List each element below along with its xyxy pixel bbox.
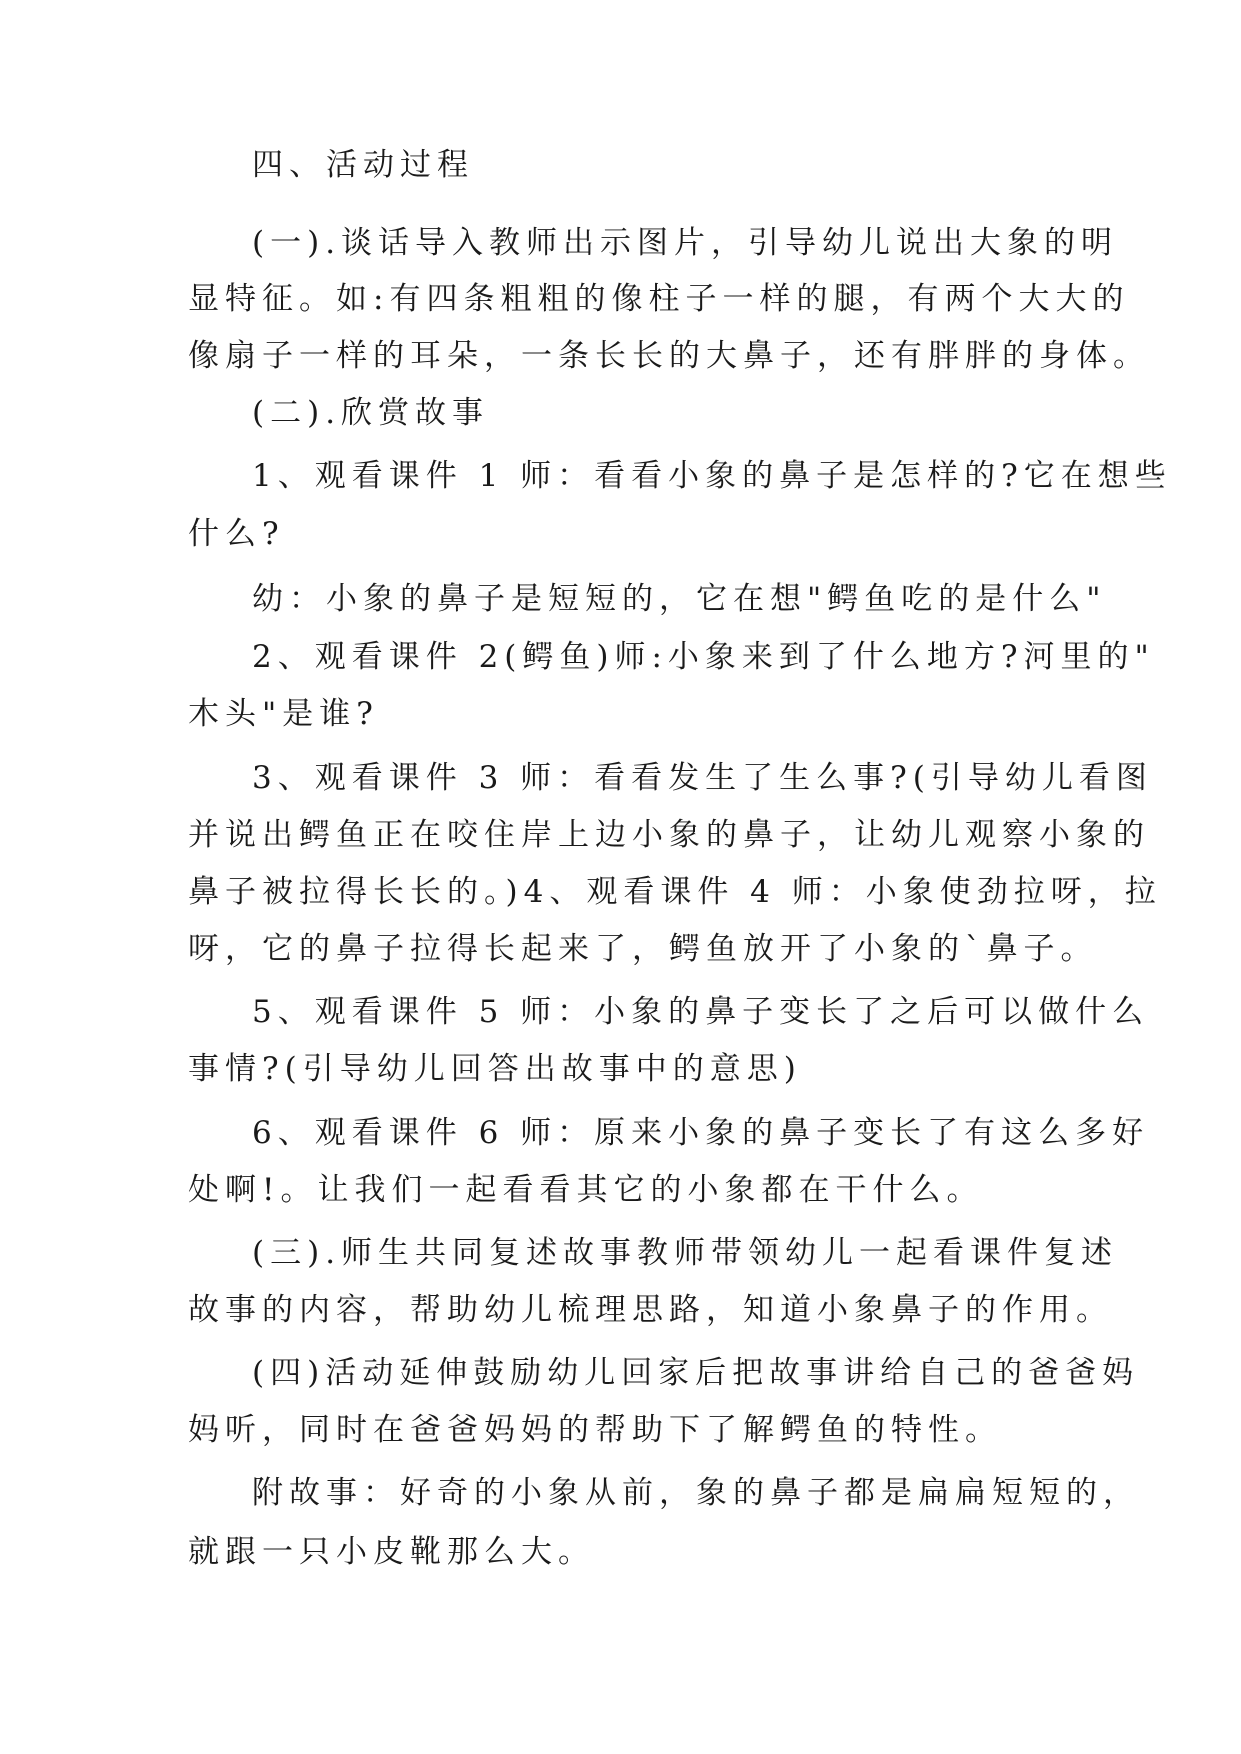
paragraph-line: 5、观看课件 5 师：小象的鼻子变长了之后可以做什么 [252, 994, 1150, 1030]
paragraph-line: 木头"是谁? [188, 696, 379, 732]
paragraph-line: (二).欣赏故事 [252, 395, 490, 431]
paragraph-line: 事情?(引导幼儿回答出故事中的意思) [188, 1051, 802, 1087]
paragraph-line: 3、观看课件 3 师：看看发生了生么事?(引导幼儿看图 [252, 760, 1153, 796]
paragraph-line: 呀，它的鼻子拉得长起来了，鳄鱼放开了小象的`鼻子。 [188, 931, 1098, 967]
paragraph-line: 妈听，同时在爸爸妈妈的帮助下了解鳄鱼的特性。 [188, 1412, 1002, 1448]
paragraph-line: 像扇子一样的耳朵，一条长长的大鼻子，还有胖胖的身体。 [188, 338, 1150, 374]
paragraph-line: (一).谈话导入教师出示图片，引导幼儿说出大象的明 [252, 225, 1119, 261]
paragraph-line: 就跟一只小皮靴那么大。 [188, 1534, 595, 1570]
paragraph-line: 处啊!。让我们一起看看其它的小象都在干什么。 [188, 1172, 984, 1208]
paragraph-line: (三).师生共同复述故事教师带领幼儿一起看课件复述 [252, 1235, 1119, 1271]
paragraph-line: 故事的内容，帮助幼儿梳理思路，知道小象鼻子的作用。 [188, 1292, 1113, 1328]
paragraph-line: 附故事：好奇的小象从前，象的鼻子都是扁扁短短的， [252, 1475, 1140, 1511]
paragraph-line: 鼻子被拉得长长的。)4、观看课件 4 师：小象使劲拉呀，拉 [188, 874, 1162, 910]
section-heading: 四、活动过程 [252, 147, 474, 183]
paragraph-line: 并说出鳄鱼正在咬住岸上边小象的鼻子，让幼儿观察小象的 [188, 817, 1150, 853]
paragraph-line: (四)活动延伸鼓励幼儿回家后把故事讲给自己的爸爸妈 [252, 1355, 1140, 1391]
paragraph-line: 什么? [188, 516, 285, 552]
paragraph-line: 6、观看课件 6 师：原来小象的鼻子变长了有这么多好 [252, 1115, 1150, 1151]
paragraph-line: 显特征。如:有四条粗粗的像柱子一样的腿，有两个大大的 [188, 281, 1130, 317]
paragraph-line: 1、观看课件 1 师：看看小象的鼻子是怎样的?它在想些 [252, 458, 1172, 494]
paragraph-line: 幼：小象的鼻子是短短的，它在想"鳄鱼吃的是什么" [252, 581, 1107, 617]
paragraph-line: 2、观看课件 2(鳄鱼)师:小象来到了什么地方?河里的" [252, 639, 1155, 675]
